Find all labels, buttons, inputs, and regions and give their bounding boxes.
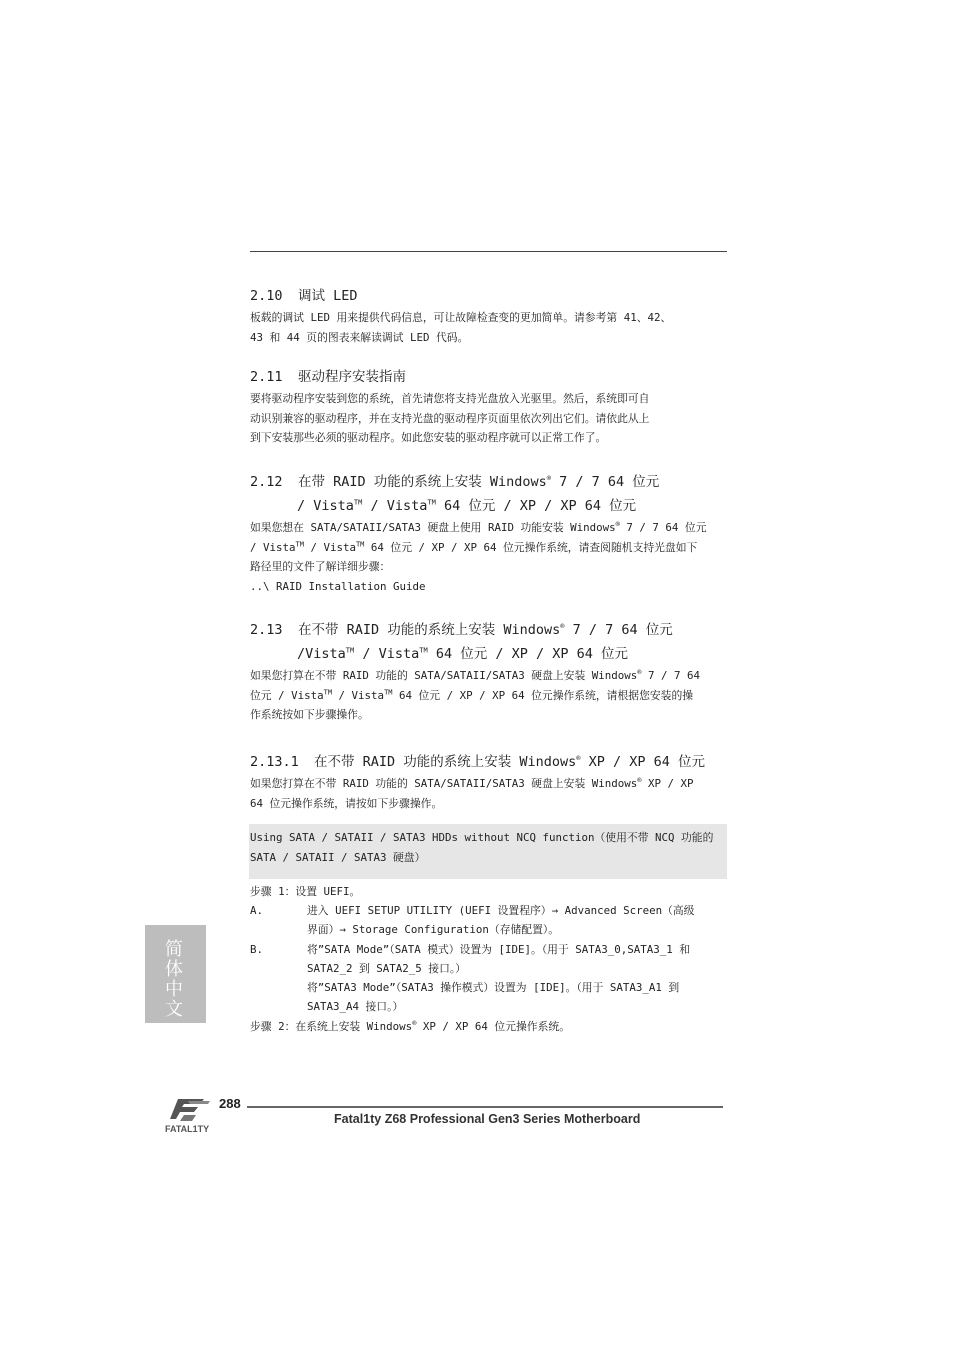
- heading-text: XP / XP 64 位元: [580, 754, 706, 770]
- heading-text: /Vista: [297, 646, 346, 662]
- page-number: 288: [219, 1096, 241, 1111]
- heading-text: 64 位元 / XP / XP 64 位元: [435, 498, 637, 514]
- step-b-text: 将”SATA Mode”（SATA 模式）设置为 [IDE]。（用于 SATA3_0,SATA3_1 和: [307, 943, 691, 956]
- top-rule: [250, 251, 727, 252]
- language-label: 简体中文: [162, 939, 183, 1019]
- step-a-label: A.: [250, 904, 264, 917]
- section-2-12-heading: [250, 470, 659, 494]
- section-number: 2.10: [250, 288, 283, 304]
- step-a-text: 界面）→ Storage Configuration（存储配置）。: [307, 923, 560, 936]
- step-b-text: SATA3_A4 接口。）: [307, 1000, 404, 1013]
- registered-mark: ®: [637, 776, 642, 785]
- registered-mark: ®: [615, 520, 620, 529]
- registered-mark: ®: [576, 754, 581, 763]
- body-line: 要将驱动程序安装到您的系统，首先请您将支持光盘放入光驱里。然后，系统即可自: [250, 392, 650, 405]
- section-title: 调试 LED: [298, 288, 358, 304]
- heading-text: 在不带 RAID 功能的系统上安装 Windows: [298, 622, 561, 638]
- trademark-mark: TM: [345, 646, 355, 655]
- section-2-11-heading: [250, 365, 406, 389]
- heading-text: 在不带 RAID 功能的系统上安装 Windows: [314, 754, 577, 770]
- text: / Vista: [303, 540, 356, 554]
- text: / Vista: [250, 540, 296, 554]
- heading-text: / Vista: [354, 646, 420, 662]
- heading-text: 7 / 7 64 位元: [564, 622, 673, 638]
- footer-rule: [247, 1106, 723, 1108]
- section-2-13-1-heading: [250, 750, 705, 774]
- body-line: [250, 686, 728, 706]
- text: XP / XP 64 位元操作系统。: [416, 1020, 570, 1033]
- section-2-10-heading: [250, 284, 358, 308]
- section-title: 驱动程序安装指南: [298, 369, 406, 385]
- step-1: 步骤 1：设置 UEFI。: [250, 885, 361, 898]
- step-a-text: 进入 UEFI SETUP UTILITY (UEFI 设置程序）→ Advanced Screen（高级: [307, 904, 695, 917]
- note-text: [250, 828, 720, 867]
- section-2-13-body: [250, 666, 728, 725]
- text: 如果您打算在不带 RAID 功能的 SATA/SATAII/SATA3 硬盘上安装 Windows: [250, 777, 638, 790]
- registered-mark: ®: [560, 622, 565, 631]
- step-b-label: B.: [250, 943, 264, 956]
- section-number: 2.13.1: [250, 754, 299, 770]
- text: 64 位元 / XP / XP 64 位元操作系统，请根据您安装的操: [392, 688, 694, 702]
- body-line: 64 位元操作系统，请按如下步骤操作。: [250, 796, 443, 810]
- trademark-mark: TM: [355, 539, 365, 548]
- trademark-mark: TM: [295, 539, 304, 548]
- heading-text: / Vista: [297, 498, 354, 514]
- fatal1ty-logo: [164, 1095, 220, 1137]
- section-2-13-heading: [250, 618, 673, 642]
- section-2-12-heading-line2: [297, 494, 636, 518]
- registered-mark: ®: [637, 668, 642, 677]
- step-b-text: 将”SATA3 Mode”（SATA3 操作模式）设置为 [IDE]。（用于 SATA3_A1 到: [307, 981, 680, 994]
- text: 位元 / Vista: [250, 688, 324, 702]
- section-number: 2.13: [250, 622, 283, 638]
- body-line: 路径里的文件了解详细步骤：: [250, 560, 391, 573]
- note-box: [249, 824, 727, 879]
- body-line: 43 和 44 页的图表来解读调试 LED 代码。: [250, 330, 469, 344]
- text: XP / XP: [641, 777, 694, 790]
- file-path: ..\ RAID Installation Guide: [250, 579, 426, 593]
- section-number: 2.12: [250, 474, 283, 490]
- section-2-12-body: [250, 518, 728, 596]
- heading-text: 64 位元 / XP / XP 64 位元: [427, 646, 628, 662]
- step-b-text: SATA2_2 到 SATA2_5 接口。）: [307, 962, 467, 975]
- body-line: 板载的调试 LED 用来提供代码信息，可让故障检查变的更加简单。请参考第 41、42、: [250, 311, 672, 324]
- body-line: 动识别兼容的驱动程序，并在支持光盘的驱动程序页面里依次列出它们。请依此从上: [250, 411, 650, 425]
- registered-mark: ®: [412, 1019, 417, 1028]
- body-line: [250, 774, 728, 794]
- trademark-mark: TM: [419, 646, 428, 655]
- section-2-10-body: [250, 308, 728, 347]
- heading-text: / Vista: [362, 498, 428, 514]
- trademark-mark: TM: [427, 498, 436, 507]
- footer-title: Fatal1ty Z68 Professional Gen3 Series Motherboard: [334, 1112, 641, 1126]
- text: 7 / 7 64: [641, 669, 700, 682]
- section-number: 2.11: [250, 369, 283, 385]
- trademark-mark: TM: [384, 687, 393, 696]
- text: 7 / 7 64 位元: [619, 521, 707, 534]
- text: 如果您想在 SATA/SATAII/SATA3 硬盘上使用 RAID 功能安装 Windows: [250, 521, 616, 534]
- section-2-13-1-body: [250, 774, 728, 813]
- text: / Vista: [332, 688, 385, 702]
- heading-text: 7 / 7 64 位元: [551, 474, 660, 490]
- trademark-mark: TM: [323, 687, 333, 696]
- language-side-tab: [145, 925, 206, 1023]
- text: 64 位元 / XP / XP 64 位元操作系统，请查阅随机支持光盘如下: [364, 540, 698, 554]
- body-line: 作系统按如下步骤操作。: [250, 708, 369, 721]
- body-line: [250, 518, 728, 538]
- trademark-mark: TM: [353, 498, 363, 507]
- fatal1ty-logo-icon: [164, 1095, 220, 1137]
- section-2-13-heading-line2: [297, 642, 628, 666]
- logo-text: FATAL1TY: [165, 1124, 210, 1134]
- body-line: [250, 538, 728, 558]
- note-line: SATA / SATAII / SATA3 硬盘）: [250, 850, 426, 864]
- registered-mark: ®: [546, 474, 552, 483]
- heading-text: 在带 RAID 功能的系统上安装 Windows: [298, 474, 547, 490]
- text: 步骤 2：在系统上安装 Windows: [250, 1020, 413, 1033]
- step-2: [250, 1017, 570, 1037]
- section-2-11-body: [250, 389, 728, 448]
- body-line: 到下安装那些必须的驱动程序。如此您安装的驱动程序就可以正常工作了。: [250, 431, 607, 444]
- text: 如果您打算在不带 RAID 功能的 SATA/SATAII/SATA3 硬盘上安装 Windows: [250, 669, 638, 682]
- body-line: [250, 666, 728, 686]
- note-line: Using SATA / SATAII / SATA3 HDDs without NCQ function（使用不带 NCQ 功能的: [250, 831, 714, 844]
